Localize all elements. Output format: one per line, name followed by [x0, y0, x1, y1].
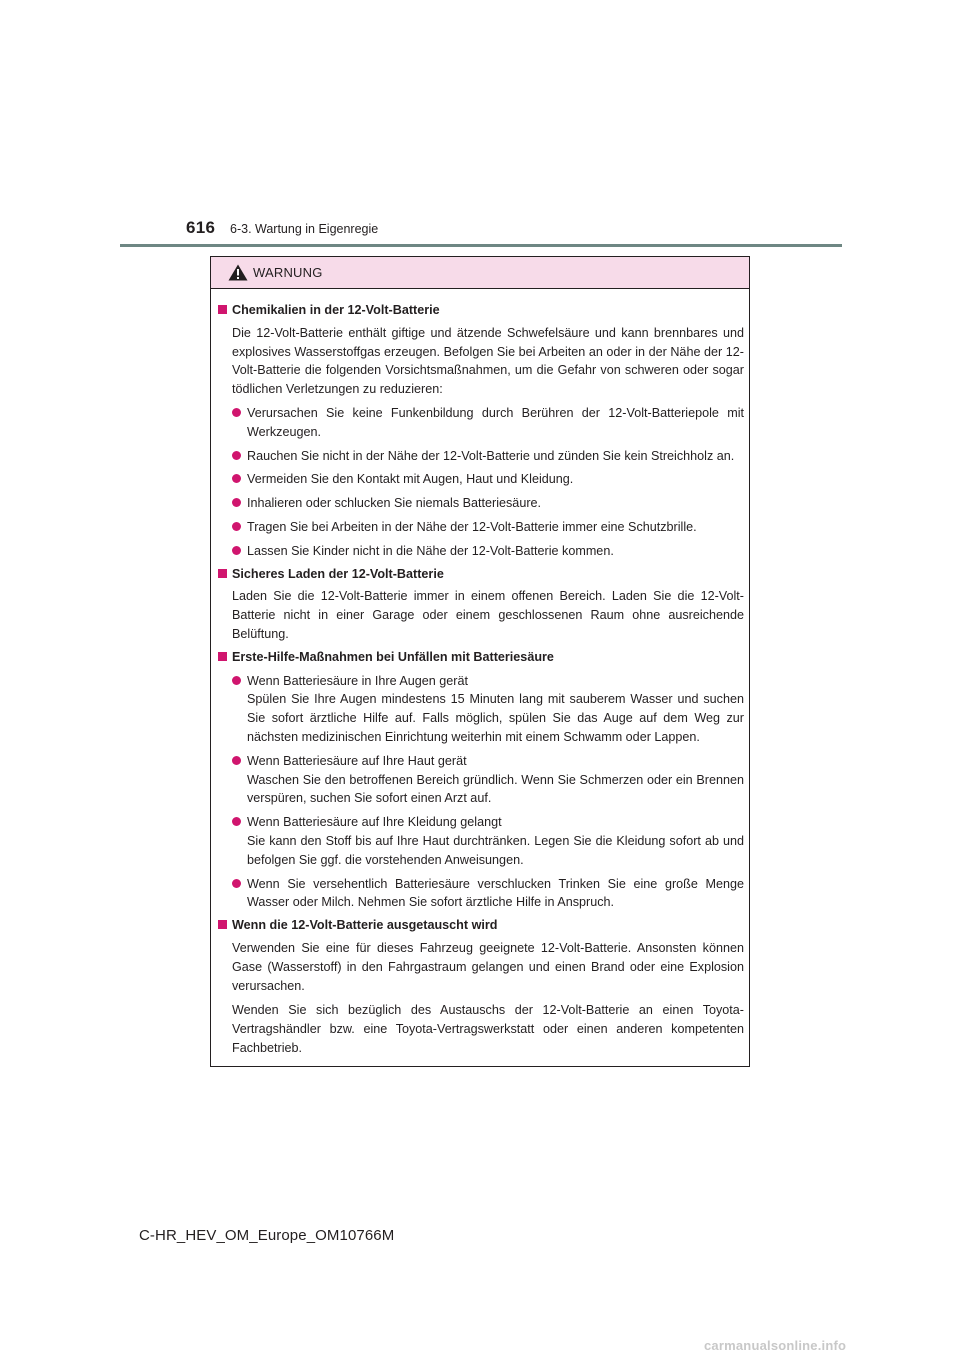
round-bullet-icon — [232, 474, 241, 483]
list-item — [232, 494, 744, 513]
warning-box — [210, 256, 750, 1067]
warning-section-heading — [218, 565, 744, 584]
list-item — [232, 752, 744, 808]
list-item — [232, 875, 744, 913]
page-number: 616 — [186, 218, 216, 237]
warning-body — [211, 289, 749, 1058]
warning-triangle-icon — [228, 264, 248, 281]
round-bullet-icon — [232, 498, 241, 507]
bullet-detail-text: Waschen Sie den betroffenen Bereich gründlich. Wenn Sie Schmerzen oder ein Brennen verspüren, suchen Sie sofort einen Arzt auf. — [247, 772, 744, 806]
watermark: carmanualsonline.info — [704, 1338, 847, 1353]
list-item — [232, 672, 744, 747]
section-heading-text: Erste-Hilfe-Maßnahmen bei Unfällen mit Batteriesäure — [232, 649, 554, 664]
list-item — [232, 447, 744, 466]
round-bullet-icon — [232, 756, 241, 765]
bullet-text: Wenn Batteriesäure in Ihre Augen gerät — [247, 673, 468, 688]
round-bullet-icon — [232, 676, 241, 685]
section-paragraph: Laden Sie die 12-Volt-Batterie immer in einem offenen Bereich. Laden Sie die 12-Volt-Batterie nicht in einer Garage oder einem geschlossenen Raum ohne ausreichende Belüftung. — [232, 589, 744, 641]
section-title: 6-3. Wartung in Eigenregie — [230, 222, 379, 236]
bullet-detail-text: Spülen Sie Ihre Augen mindestens 15 Minuten lang mit sauberem Wasser und suchen Sie sofort ärztliche Hilfe auf. Falls möglich, spülen Sie das Auge auf dem Weg zur nächsten medizinischen Einrichtung weiterhin mit einem Schwamm oder Lappen. — [247, 692, 744, 744]
section-heading-text: Chemikalien in der 12-Volt-Batterie — [232, 303, 440, 317]
bullet-text: Vermeiden Sie den Kontakt mit Augen, Haut und Kleidung. — [247, 472, 574, 487]
square-bullet-icon — [218, 305, 227, 314]
list-item — [232, 542, 744, 561]
square-bullet-icon — [218, 920, 227, 929]
bullet-text: Lassen Sie Kinder nicht in die Nähe der 12-Volt-Batterie kommen. — [247, 543, 614, 558]
document-id: C-HR_HEV_OM_Europe_OM10766M — [139, 1227, 395, 1244]
bullet-text: Inhalieren oder schlucken Sie niemals Batteriesäure. — [247, 496, 542, 511]
list-item — [232, 470, 744, 489]
round-bullet-icon — [232, 817, 241, 826]
bullet-list — [218, 672, 744, 913]
round-bullet-icon — [232, 879, 241, 888]
round-bullet-icon — [232, 522, 241, 531]
bullet-text: Tragen Sie bei Arbeiten in der Nähe der 12-Volt-Batterie immer eine Schutzbrille. — [247, 519, 697, 534]
list-item — [232, 813, 744, 869]
section-paragraph: Die 12-Volt-Batterie enthält giftige und ätzende Schwefelsäure und kann brennbares und explosives Wasserstoffgas erzeugen. Befolgen Sie bei Arbeiten an oder in der Nähe der 12-Volt-Batterie die folgenden Vorsichtsmaßnahmen, um die Gefahr von schweren oder sogar tödlichen Verletzungen zu reduzieren: — [232, 325, 744, 397]
header-rule — [120, 244, 842, 247]
round-bullet-icon — [232, 408, 241, 417]
list-item — [232, 518, 744, 537]
warning-section-heading — [218, 648, 744, 667]
square-bullet-icon — [218, 652, 227, 661]
round-bullet-icon — [232, 546, 241, 555]
warning-section-heading — [218, 916, 744, 935]
bullet-detail-text: Sie kann den Stoff bis auf Ihre Haut durchtränken. Legen Sie die Kleidung sofort ab und befolgen Sie ggf. die vorstehenden Anweisungen. — [247, 833, 744, 867]
section-paragraph: Wenden Sie sich bezüglich des Austauschs der 12-Volt-Batterie an einen Toyota-Vertragshändler bzw. eine Toyota-Vertragswerkstatt oder einen anderen kompetenten Fachbetrieb. — [232, 1003, 744, 1055]
bullet-text: Rauchen Sie nicht in der Nähe der 12-Volt-Batterie und zünden Sie kein Streichholz an. — [247, 448, 735, 463]
bullet-text: Wenn Batteriesäure auf Ihre Kleidung gelangt — [247, 815, 502, 830]
list-item — [232, 404, 744, 442]
bullet-text: Wenn Batteriesäure auf Ihre Haut gerät — [247, 753, 467, 768]
bullet-list — [218, 404, 744, 561]
round-bullet-icon — [232, 451, 241, 460]
bullet-text: Wenn Sie versehentlich Batteriesäure verschlucken Trinken Sie eine große Menge Wasser oder Milch. Nehmen Sie sofort ärztliche Hilfe in Anspruch. — [247, 876, 744, 910]
section-heading-text: Wenn die 12-Volt-Batterie ausgetauscht wird — [232, 918, 498, 933]
warning-header — [211, 257, 749, 289]
section-paragraph: Verwenden Sie eine für dieses Fahrzeug geeignete 12-Volt-Batterie. Ansonsten können Gase (Wasserstoff) in den Fahrgastraum gelangen und einen Brand oder eine Explosion verursachen. — [232, 940, 744, 993]
bullet-text: Verursachen Sie keine Funkenbildung durch Berühren der 12-Volt-Batteriepole mit Werkzeugen. — [247, 405, 744, 439]
warning-title: WARNUNG — [253, 265, 323, 280]
warning-section-heading — [218, 301, 744, 320]
square-bullet-icon — [218, 569, 227, 578]
section-heading-text: Sicheres Laden der 12-Volt-Batterie — [232, 566, 444, 581]
